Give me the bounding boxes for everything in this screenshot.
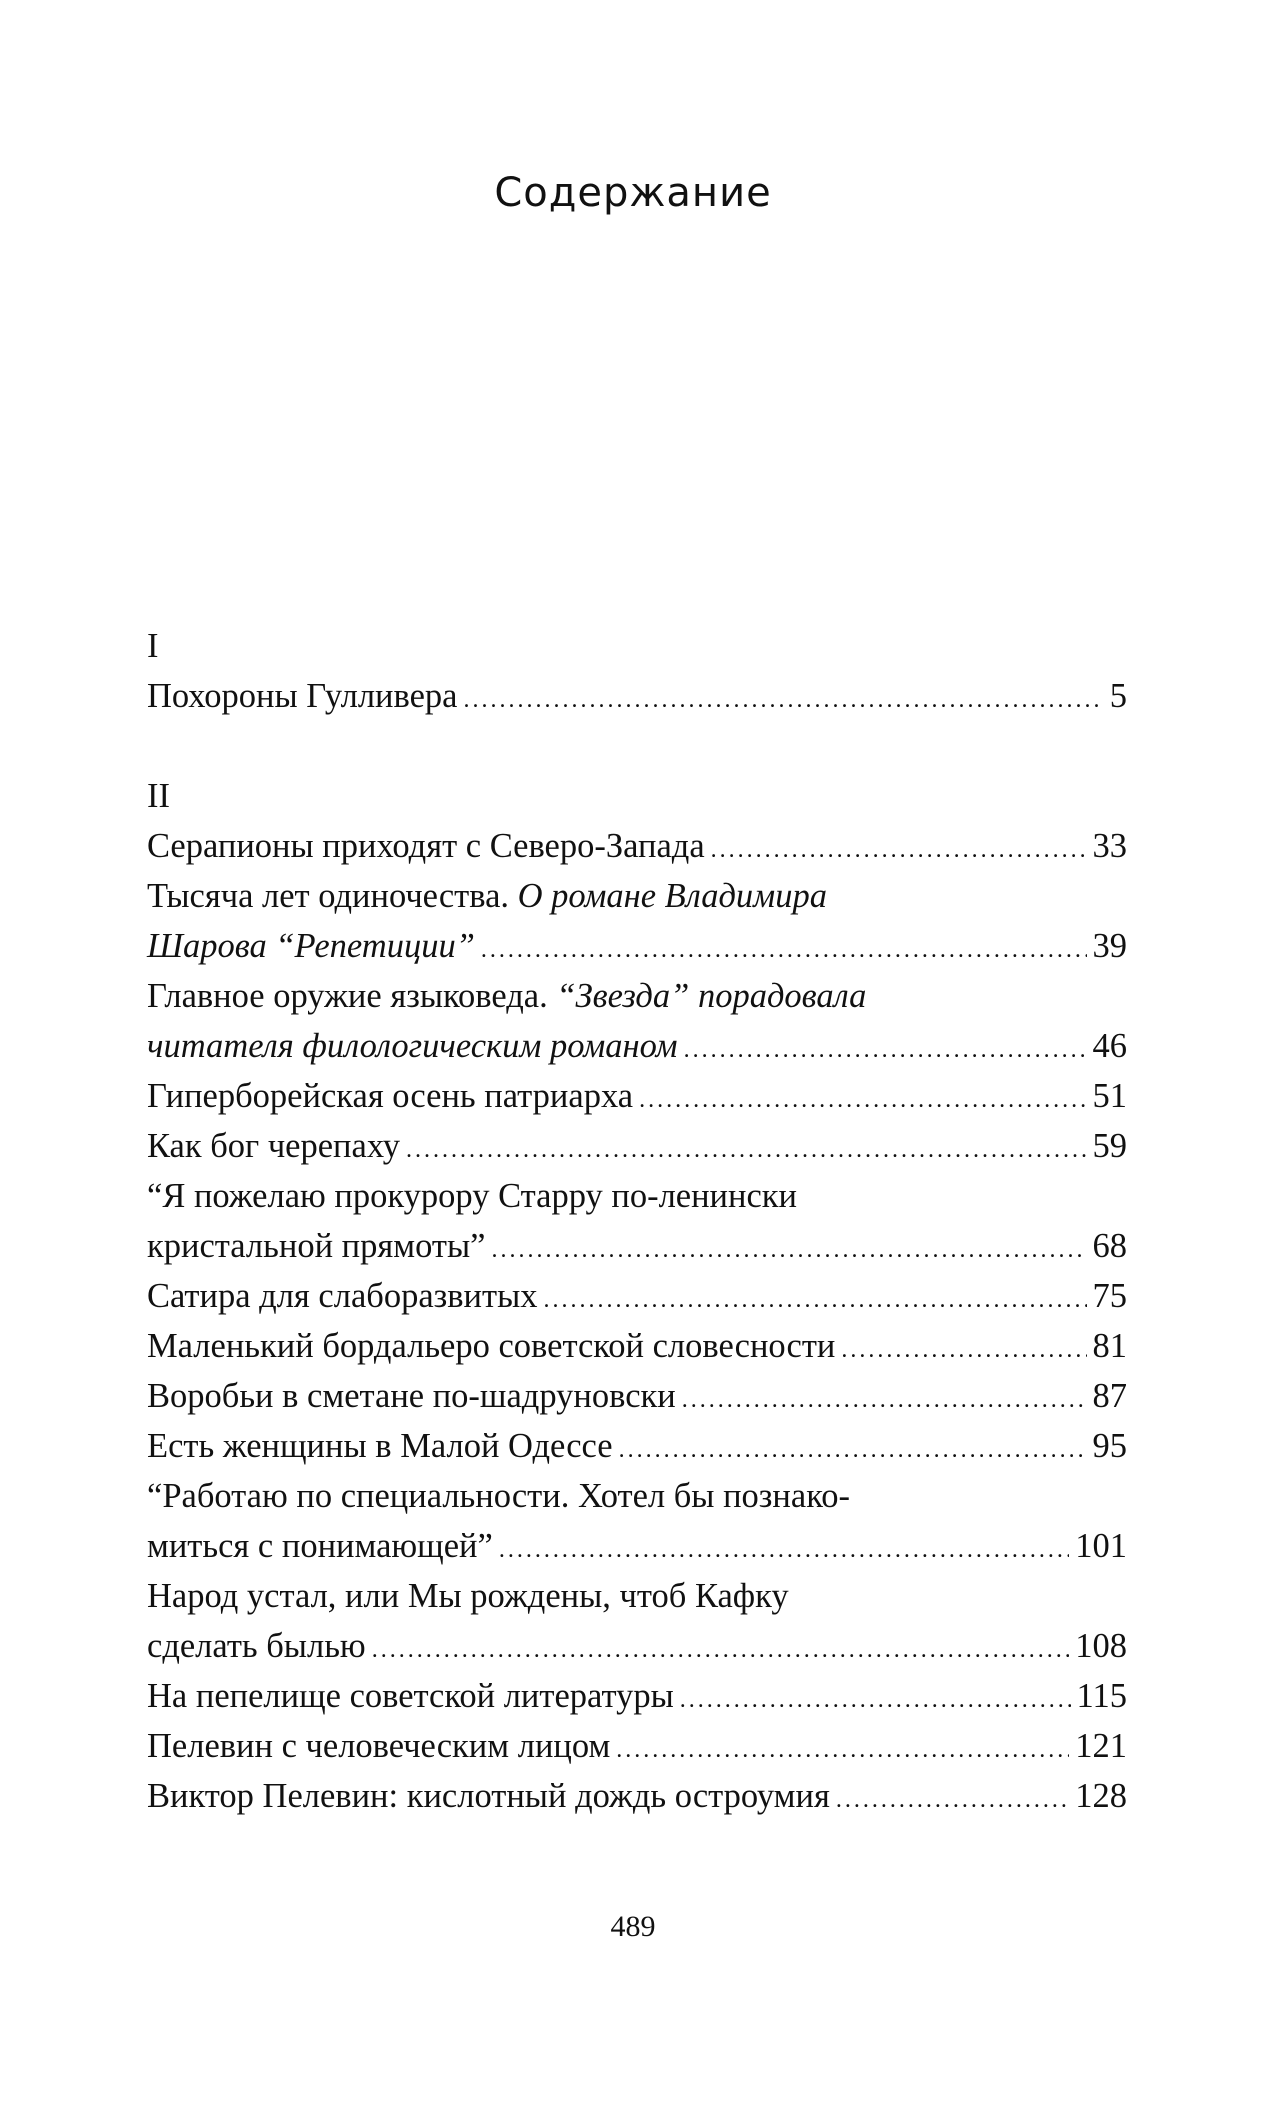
section-label: I xyxy=(147,627,159,665)
section-gap xyxy=(147,721,1127,771)
toc-page-number: 101 xyxy=(1075,1527,1127,1565)
toc-entry-line xyxy=(147,1471,1127,1521)
toc-entry-last-line xyxy=(147,921,1127,971)
dot-leader xyxy=(711,825,1087,875)
dot-leader xyxy=(836,1775,1069,1825)
toc-entry-title xyxy=(147,1121,400,1171)
toc-entry-last-line xyxy=(147,1521,1127,1571)
toc-entry-title xyxy=(147,1371,676,1421)
toc-page-number: 46 xyxy=(1092,1027,1127,1065)
toc-entry-last-line xyxy=(147,1421,1127,1471)
toc-entry-last-line xyxy=(147,821,1127,871)
toc-entry-last-line xyxy=(147,1071,1127,1121)
toc-entry-text: сделать былью xyxy=(147,1627,366,1665)
dot-leader xyxy=(680,1675,1071,1725)
toc-page-number: 59 xyxy=(1092,1127,1127,1165)
toc-entry xyxy=(147,1571,1127,1671)
toc-entry-text: Маленький бордальеро советской словесности xyxy=(147,1327,836,1365)
toc-entry xyxy=(147,1071,1127,1121)
toc-entry xyxy=(147,1171,1127,1271)
toc-entry-last-line xyxy=(147,1371,1127,1421)
toc-entry-italic-text: “Звезда” порадовала xyxy=(556,977,867,1015)
toc-entry-text: Похороны Гулливера xyxy=(147,677,458,715)
toc-entry-title xyxy=(147,1671,674,1721)
dot-leader xyxy=(481,925,1087,975)
toc-entry-last-line xyxy=(147,1671,1127,1721)
toc-entry-text: На пепелище советской литературы xyxy=(147,1677,674,1715)
toc-page-number: 95 xyxy=(1092,1427,1127,1465)
dot-leader xyxy=(682,1375,1087,1425)
dot-leader xyxy=(491,1225,1086,1275)
toc-page-number: 33 xyxy=(1092,827,1127,865)
toc-entry xyxy=(147,671,1127,721)
toc-entry xyxy=(147,1721,1127,1771)
toc-entry-text: миться с понимающей” xyxy=(147,1527,493,1565)
toc-entry-text: Сатира для слаборазвитых xyxy=(147,1277,538,1315)
toc-entry-last-line xyxy=(147,671,1127,721)
toc-entry-title xyxy=(147,1721,610,1771)
toc-page-number: 115 xyxy=(1076,1677,1127,1715)
toc-entry-text: Серапионы приходят с Северо-Запада xyxy=(147,827,705,865)
dot-leader xyxy=(406,1125,1086,1175)
toc-entry-text: Народ устал, или Мы рождены, чтоб Кафку xyxy=(147,1577,789,1615)
dot-leader xyxy=(372,1625,1070,1675)
toc-entry-title xyxy=(147,671,457,721)
toc-entry-line xyxy=(147,1171,1127,1221)
toc-entry-last-line xyxy=(147,1771,1127,1821)
toc-entry xyxy=(147,1421,1127,1471)
toc-entry-last-line xyxy=(147,1721,1127,1771)
toc-entry-title xyxy=(147,1271,538,1321)
toc-entry xyxy=(147,871,1127,971)
toc-page-number: 87 xyxy=(1092,1377,1127,1415)
toc-entry-last-line xyxy=(147,1271,1127,1321)
dot-leader xyxy=(616,1725,1069,1775)
toc-entry-last-line xyxy=(147,1121,1127,1171)
toc-entry-line xyxy=(147,1571,1127,1621)
toc-entry-title xyxy=(147,821,705,871)
table-of-contents xyxy=(147,621,1127,1821)
toc-entry xyxy=(147,1771,1127,1821)
toc-entry-title xyxy=(147,1521,493,1571)
toc-entry-text: Главное оружие языковеда. xyxy=(147,977,557,1015)
toc-entry-title xyxy=(147,1421,613,1471)
toc-entry-title xyxy=(147,1071,633,1121)
toc-page-number: 5 xyxy=(1109,677,1127,715)
dot-leader xyxy=(619,1425,1087,1475)
page-title: Содержание xyxy=(494,170,772,216)
toc-entry-text: Как бог черепаху xyxy=(147,1127,401,1165)
toc-entry-text: Воробьи в сметане по-шадруновски xyxy=(147,1377,676,1415)
toc-entry-line xyxy=(147,971,1127,1021)
dot-leader xyxy=(544,1275,1087,1325)
toc-page-number: 75 xyxy=(1092,1277,1127,1315)
toc-page-number: 108 xyxy=(1075,1627,1127,1665)
toc-page-number: 128 xyxy=(1075,1777,1127,1815)
toc-page-number: 51 xyxy=(1092,1077,1127,1115)
page-number: 489 xyxy=(610,1910,656,1943)
toc-entry xyxy=(147,1121,1127,1171)
toc-entry-last-line xyxy=(147,1221,1127,1271)
toc-entry-text: кристальной прямоты” xyxy=(147,1227,486,1265)
toc-entry xyxy=(147,1371,1127,1421)
toc-entry-title xyxy=(147,1621,366,1671)
toc-entry-italic-text: читателя филологическим романом xyxy=(147,1027,678,1065)
toc-entry-line xyxy=(147,871,1127,921)
toc-entry xyxy=(147,1321,1127,1371)
toc-entry-text: Тысяча лет одиночества. xyxy=(147,877,518,915)
toc-page-number: 39 xyxy=(1092,927,1127,965)
toc-entry-text: Пелевин с человеческим лицом xyxy=(147,1727,611,1765)
dot-leader xyxy=(499,1525,1069,1575)
toc-entry-last-line xyxy=(147,1621,1127,1671)
toc-entry xyxy=(147,821,1127,871)
dot-leader xyxy=(841,1325,1086,1375)
toc-page-number: 68 xyxy=(1092,1227,1127,1265)
dot-leader xyxy=(463,675,1103,725)
section-label: II xyxy=(147,777,170,815)
toc-entry-last-line xyxy=(147,1021,1127,1071)
dot-leader xyxy=(684,1025,1087,1075)
toc-entry xyxy=(147,971,1127,1071)
toc-entry-text: “Я пожелаю прокурору Старру по-ленински xyxy=(147,1177,798,1215)
toc-entry-text: “Работаю по специальности. Хотел бы познако- xyxy=(147,1477,850,1515)
toc-entry-title xyxy=(147,1221,485,1271)
toc-page-number: 81 xyxy=(1092,1327,1127,1365)
toc-entry-text: Виктор Пелевин: кислотный дождь остроумия xyxy=(147,1777,830,1815)
toc-entry-title xyxy=(147,1321,835,1371)
toc-entry xyxy=(147,1671,1127,1721)
toc-entry-title xyxy=(147,1771,830,1821)
toc-entry-title xyxy=(147,921,475,971)
toc-entry-last-line xyxy=(147,1321,1127,1371)
toc-page-number: 121 xyxy=(1075,1727,1127,1765)
toc-entry-italic-text: Шарова “Репетиции” xyxy=(147,927,475,965)
toc-entry-text: Гиперборейская осень патриарха xyxy=(147,1077,634,1115)
toc-entry-text: Есть женщины в Малой Одессе xyxy=(147,1427,613,1465)
toc-entry xyxy=(147,1471,1127,1571)
dot-leader xyxy=(639,1075,1086,1125)
toc-entry-italic-text: О романе Владимира xyxy=(517,877,827,915)
toc-entry-title xyxy=(147,1021,678,1071)
toc-entry xyxy=(147,1271,1127,1321)
